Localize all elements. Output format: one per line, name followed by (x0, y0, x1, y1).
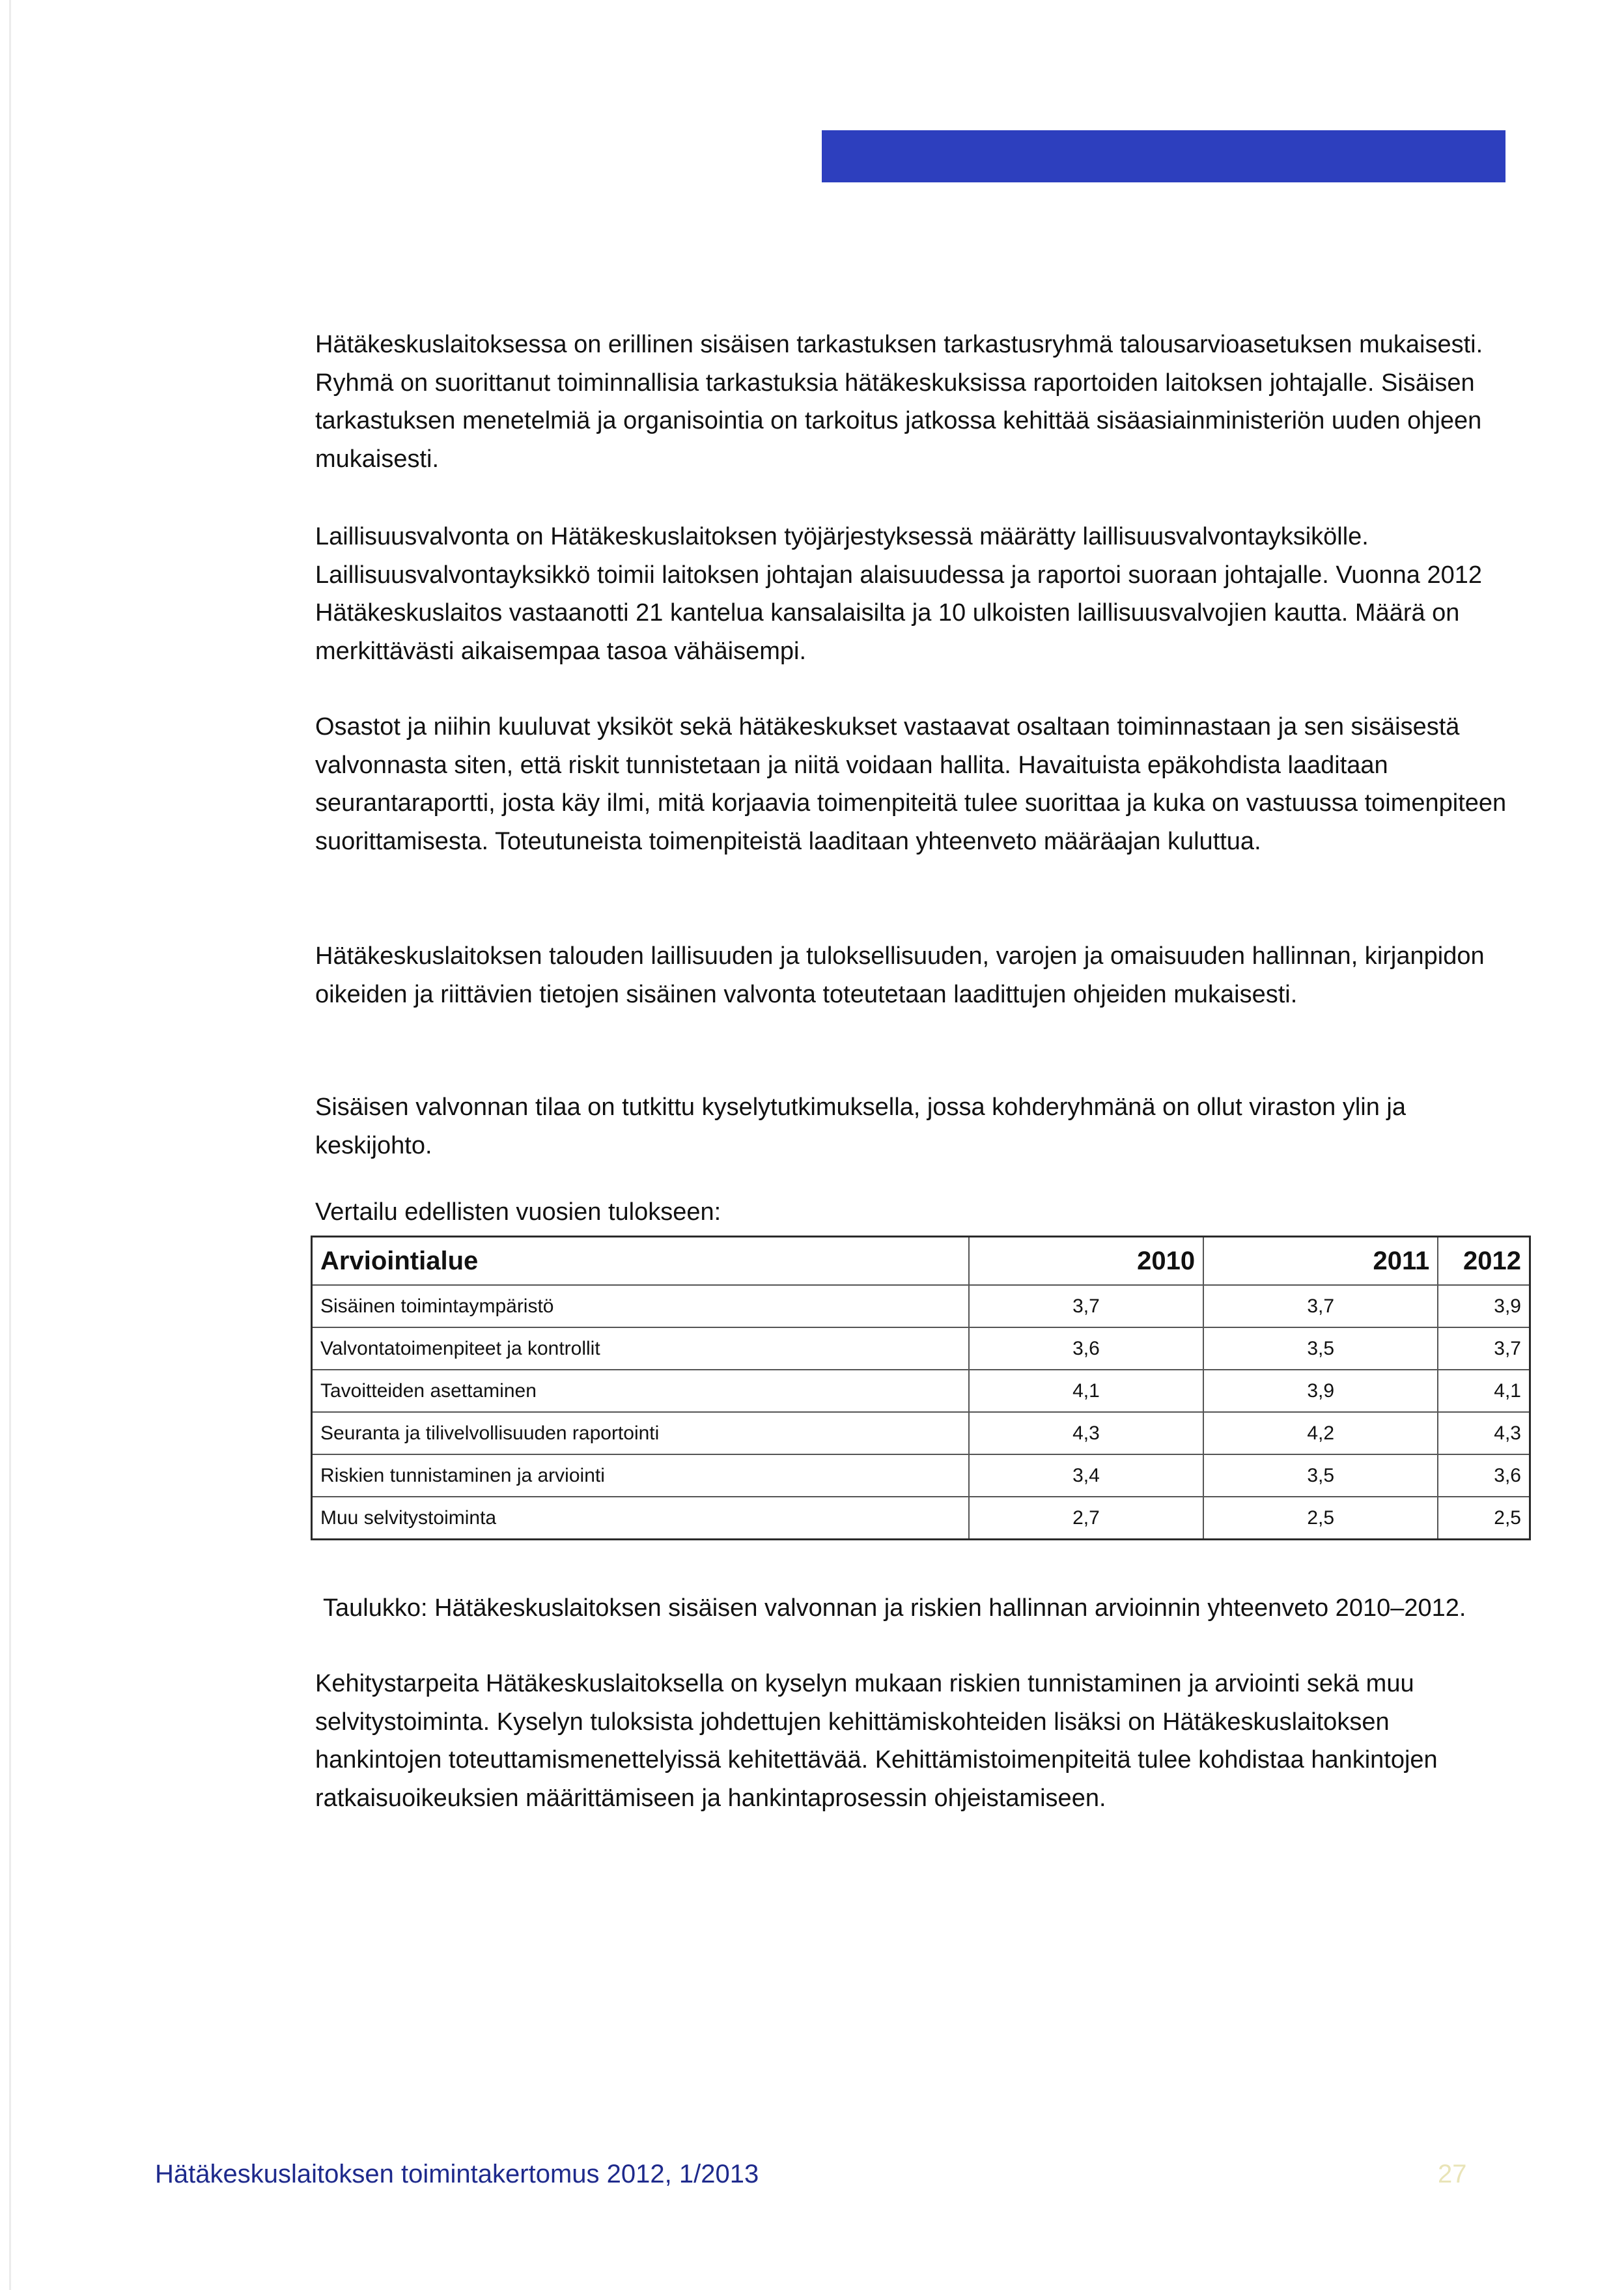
value-2010: 4,3 (969, 1412, 1203, 1454)
page-number: 27 (1438, 2160, 1467, 2188)
page-edge-rule (9, 0, 11, 2290)
paragraph-development-needs: Kehitystarpeita Hätäkeskuslaitoksella on kyselyn mukaan riskien tunnistaminen ja arviointi sekä muu selvitystoiminta. Kyselyn tuloksista johdettujen kehittämiskohteiden lisäksi on Hätäkeskuslaitoksen hankintojen toteuttamismenettelyissä kehitettävää. Kehittämistoimenpiteitä tulee kohdistaa hankintojen ratkaisuoikeuksien määrittämiseen ja hankintaprosessin ohjeistamiseen. (315, 1670, 1438, 1812)
paragraph-internal-audit: Hätäkeskuslaitoksessa on erillinen sisäisen tarkastuksen tarkastusryhmä talousarvioasetuksen mukaisesti. Ryhmä on suorittanut toiminnallisia tarkastuksia hätäkeskuksissa raportoiden laitoksen johtajalle. Sisäisen tarkastuksen menetelmiä ja organisointia on tarkoitus jatkossa kehittää sisäasiainministeriön uuden ohjeen mukaisesti. (315, 331, 1483, 473)
column-header-2011: 2011 (1203, 1237, 1438, 1286)
paragraph-departments-responsibility: Osastot ja niihin kuuluvat yksiköt sekä hätäkeskukset vastaavat osaltaan toiminnastaan ja sen sisäisestä valvonnasta siten, että riskit tunnistetaan ja niitä voidaan hallita. Havaituista epäkohdista laaditaan seurantaraportti, josta käy ilmi, mitä korjaavia toimenpiteitä tulee suorittaa ja kuka on vastuussa toimenpiteen suorittamisesta. Toteutuneista toimenpiteistä laaditaan yhteenveto määräajan kuluttua. (315, 713, 1507, 855)
table-row (312, 1370, 1530, 1412)
value-2012: 3,7 (1438, 1327, 1530, 1370)
paragraph-legality-supervision: Laillisuusvalvonta on Hätäkeskuslaitoksen työjärjestyksessä määrätty laillisuusvalvontayksikölle. Laillisuusvalvontayksikkö toimii laitoksen johtajan alaisuudessa ja raportoi suoraan johtajalle. Vuonna 2012 Hätäkeskuslaitos vastaanotti 21 kantelua kansalaisilta ja 10 ulkoisten laillisuusvalvojien kautta. Määrä on merkittävästi aikaisempaa tasoa vähäisempi. (315, 523, 1483, 665)
value-2010: 3,4 (969, 1454, 1203, 1497)
table-row (312, 1285, 1530, 1327)
table-row (312, 1454, 1530, 1497)
value-2010: 3,6 (969, 1327, 1203, 1370)
value-2010: 2,7 (969, 1497, 1203, 1540)
row-label: Tavoitteiden asettaminen (312, 1370, 969, 1412)
column-header-2012: 2012 (1438, 1237, 1530, 1286)
table-header-row (312, 1237, 1530, 1286)
assessment-comparison-table (311, 1236, 1531, 1540)
value-2011: 3,5 (1203, 1454, 1438, 1497)
paragraph-financial-control: Hätäkeskuslaitoksen talouden laillisuuden ja tuloksellisuuden, varojen ja omaisuuden hallinnan, kirjanpidon oikeiden ja riittävien tietojen sisäinen valvonta toteutetaan laadittujen ohjeiden mukaisesti. (315, 942, 1485, 1008)
value-2012: 4,1 (1438, 1370, 1530, 1412)
value-2011: 3,9 (1203, 1370, 1438, 1412)
row-label: Riskien tunnistaminen ja arviointi (312, 1454, 969, 1497)
value-2011: 3,7 (1203, 1285, 1438, 1327)
value-2011: 3,5 (1203, 1327, 1438, 1370)
column-header-area: Arviointialue (312, 1237, 969, 1286)
value-2012: 3,9 (1438, 1285, 1530, 1327)
row-label: Seuranta ja tilivelvollisuuden raportointi (312, 1412, 969, 1454)
table-row (312, 1327, 1530, 1370)
table-heading: Vertailu edellisten vuosien tulokseen: (315, 1198, 721, 1226)
column-header-2010: 2010 (969, 1237, 1203, 1286)
table-row (312, 1412, 1530, 1454)
row-label: Muu selvitystoiminta (312, 1497, 969, 1540)
table-caption: Taulukko: Hätäkeskuslaitoksen sisäisen valvonnan ja riskien hallinnan arvioinnin yhteenveto 2010–2012. (323, 1594, 1466, 1622)
paragraph-survey: Sisäisen valvonnan tilaa on tutkittu kyselytutkimuksella, jossa kohderyhmänä on ollut viraston ylin ja keskijohto. (315, 1094, 1406, 1159)
value-2010: 3,7 (969, 1285, 1203, 1327)
value-2010: 4,1 (969, 1370, 1203, 1412)
row-label: Sisäinen toimintaympäristö (312, 1285, 969, 1327)
value-2012: 4,3 (1438, 1412, 1530, 1454)
value-2012: 3,6 (1438, 1454, 1530, 1497)
value-2011: 4,2 (1203, 1412, 1438, 1454)
footer-report-title: Hätäkeskuslaitoksen toimintakertomus 2012, 1/2013 (155, 2160, 759, 2188)
row-label: Valvontatoimenpiteet ja kontrollit (312, 1327, 969, 1370)
header-accent-bar (822, 130, 1505, 182)
value-2012: 2,5 (1438, 1497, 1530, 1540)
value-2011: 2,5 (1203, 1497, 1438, 1540)
table-row (312, 1497, 1530, 1540)
